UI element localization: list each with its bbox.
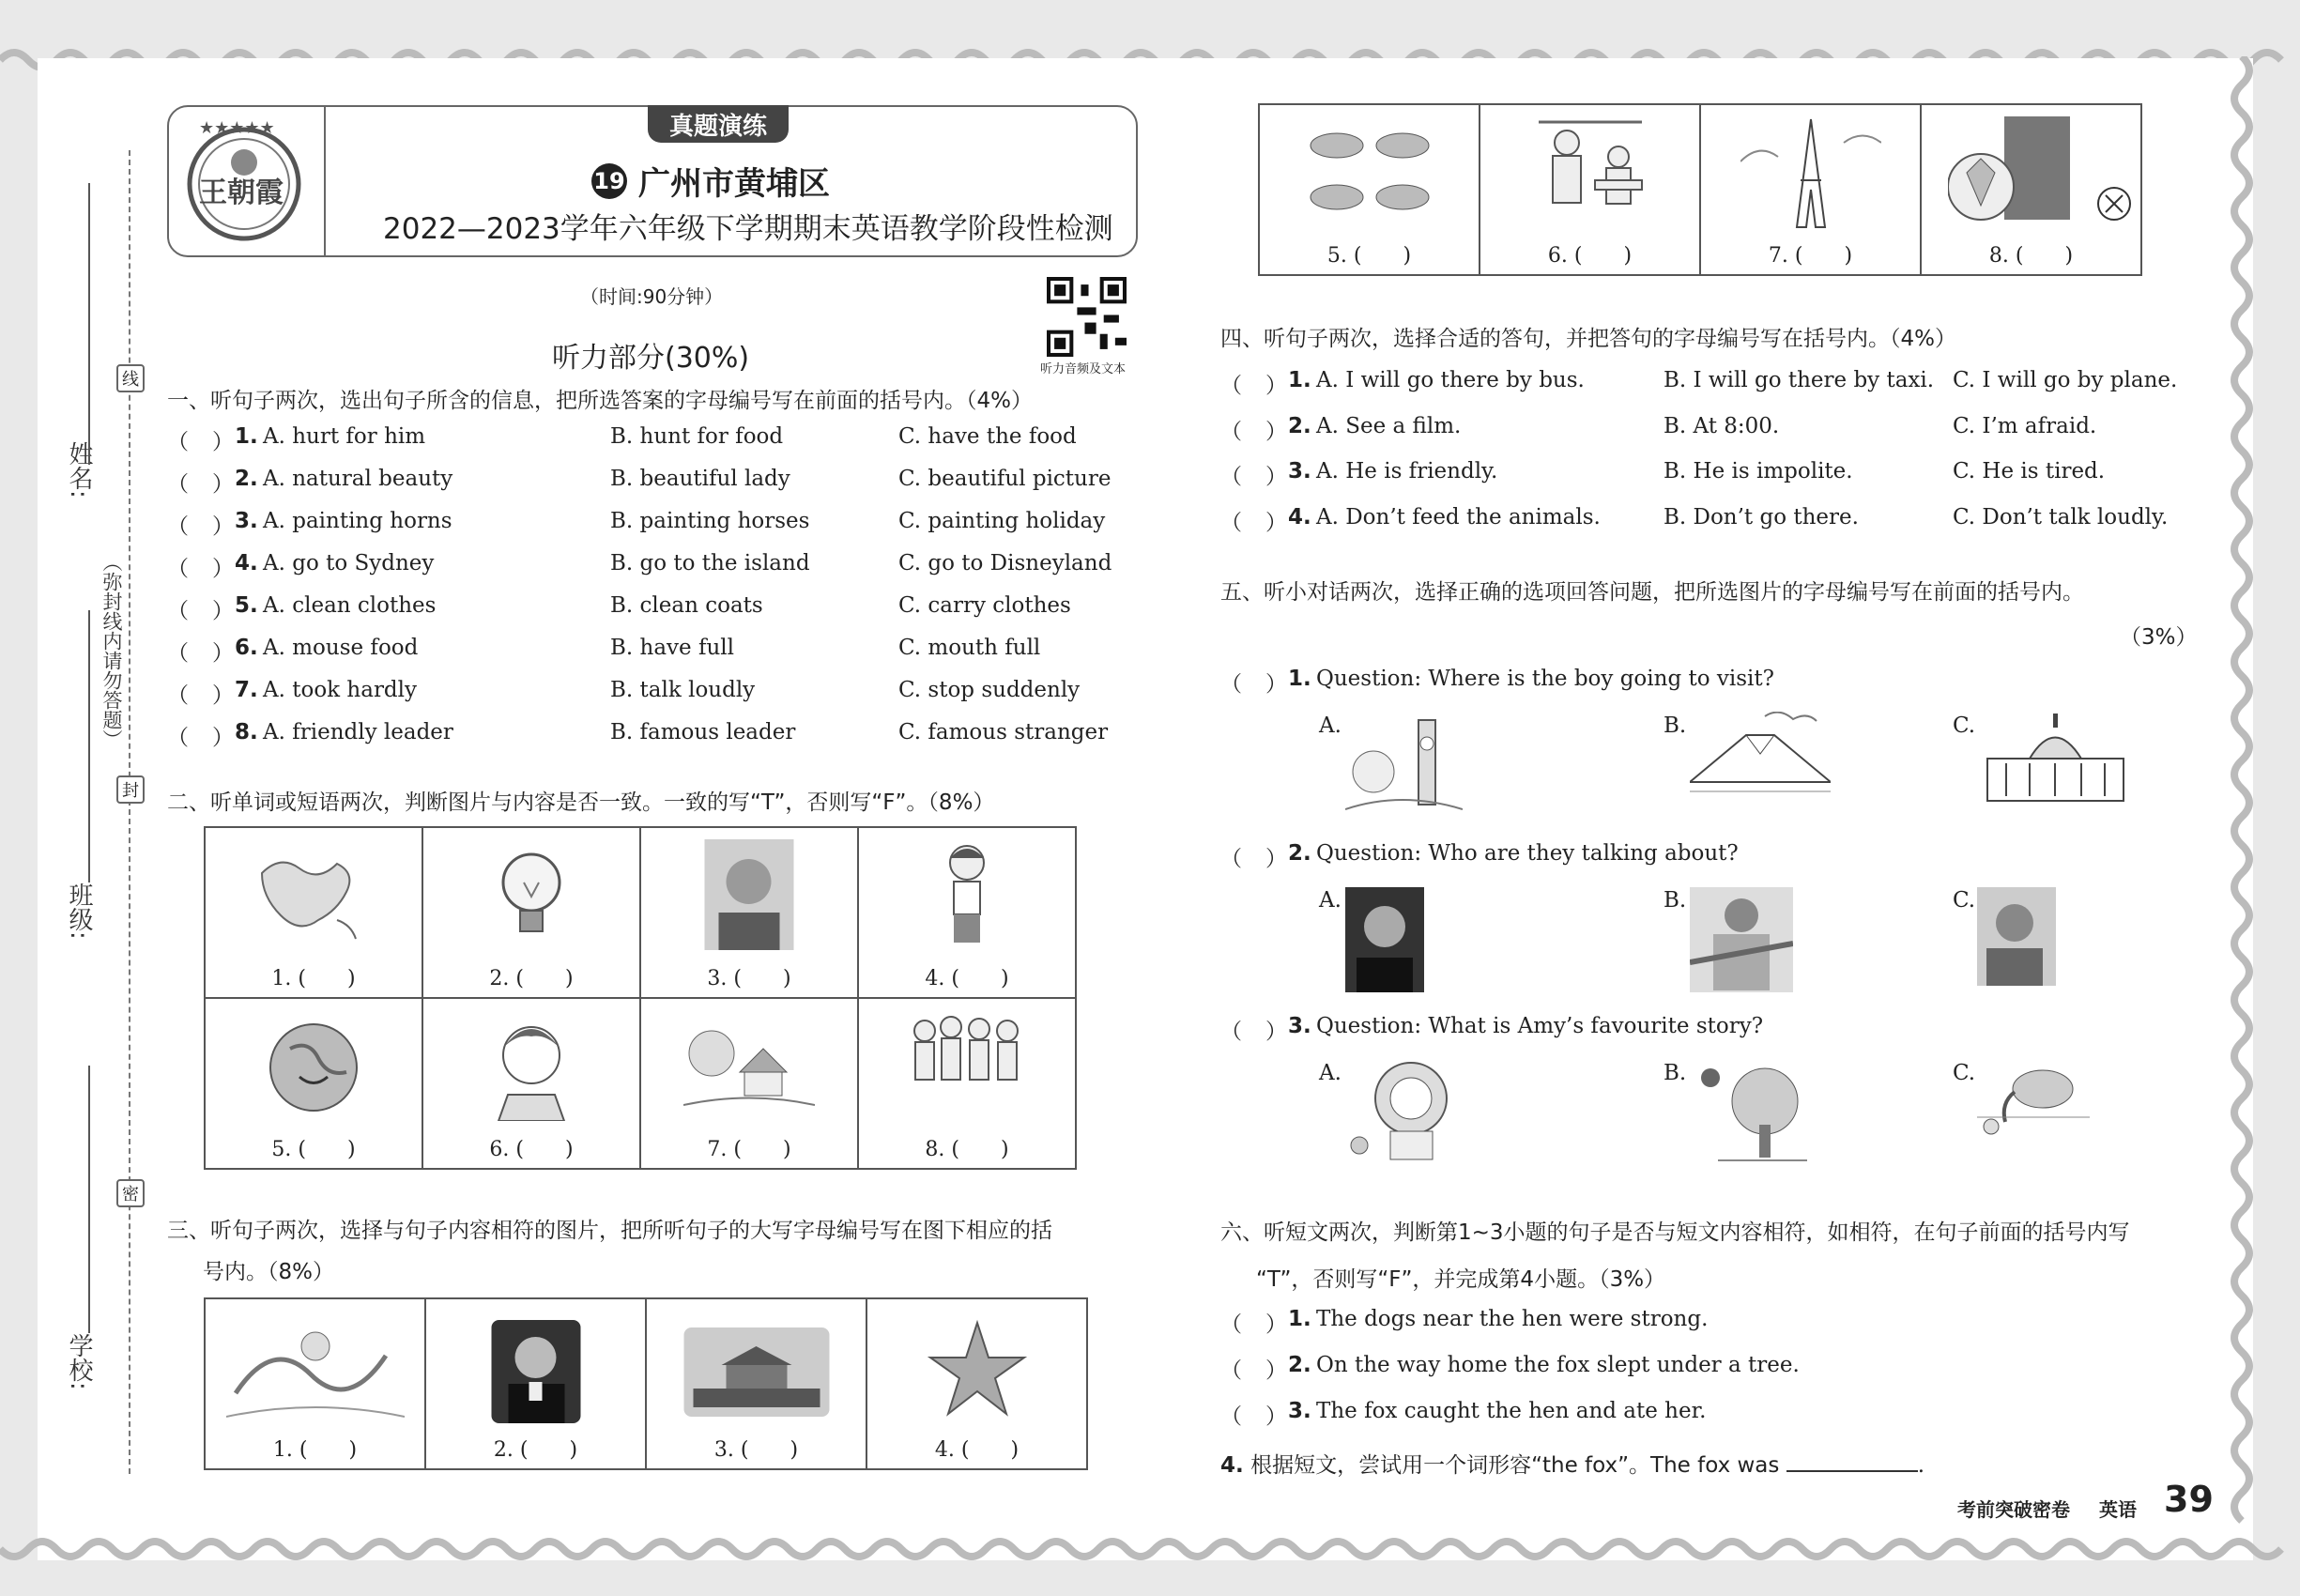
class-blank[interactable] [88, 610, 90, 882]
big-ben-icon [1345, 715, 1463, 819]
s1-heading: 一、听句子两次，选出句子所含的信息，把所选答案的字母编号写在前面的括号内。（4%） [167, 389, 1033, 413]
option-a: A. took hardly [263, 678, 418, 702]
answer-paren-close: ） [212, 514, 234, 539]
option-c: C. go to Disneyland [898, 551, 1112, 575]
option-a: A. Don’t feed the animals. [1316, 504, 1601, 529]
answer-paren-close: ） [212, 726, 234, 750]
item-number: 1. [235, 424, 258, 449]
item-number: 4. [235, 551, 258, 575]
answer-paren-open[interactable]: （ [167, 599, 189, 623]
class-label: 班级: [65, 882, 93, 940]
option-c: C. painting holiday [898, 509, 1106, 533]
answer-paren-close: ） [1265, 465, 1287, 489]
option-a: A. mouse food [263, 636, 419, 660]
earth-icon [262, 1016, 365, 1119]
village-icon [683, 1016, 815, 1114]
option-c: C. carry clothes [898, 593, 1071, 618]
answer-paren-close: ） [212, 683, 234, 708]
listening-title: 听力部分(30%) [552, 342, 750, 375]
s3-cell-1 [205, 1298, 425, 1469]
s3-caption-2[interactable]: 2. ( ) [493, 1438, 578, 1462]
s6-q4-end: . [1917, 1453, 1925, 1478]
option-c: C. mouth full [898, 636, 1041, 660]
option-a: A. go to Sydney [263, 551, 435, 575]
s6-heading-line2: “T”，否则写“F”，并完成第4小题。（3%） [1256, 1267, 1666, 1292]
s3-cell-6 [1480, 104, 1700, 275]
option-b: B. clean coats [610, 593, 763, 618]
bus-people-icon [1529, 115, 1651, 232]
gate-building-icon [683, 1327, 829, 1417]
title-divider [324, 105, 326, 255]
s2-caption-7[interactable]: 7. ( ) [707, 1138, 791, 1161]
answer-paren-close: ） [1265, 1404, 1287, 1429]
s2-cell-1 [205, 827, 422, 998]
answer-paren-open[interactable]: （ [1220, 1358, 1242, 1383]
s3-cell-8 [1921, 104, 2141, 275]
answer-paren-close: ） [1265, 510, 1287, 535]
man-portrait [491, 1320, 580, 1423]
question-text: Question: Where is the boy going to visit? [1316, 667, 1774, 691]
s3-cell-2 [425, 1298, 646, 1469]
s3-cell-4 [866, 1298, 1087, 1469]
qr-caption: 听力音频及文本 [1040, 362, 1127, 376]
s2-cell-4 [858, 827, 1076, 998]
s3-caption-7[interactable]: 7. ( ) [1768, 244, 1853, 268]
school-blank[interactable] [88, 1066, 90, 1333]
s3-picture-table-2 [1258, 103, 2142, 276]
time-limit: （时间:90分钟） [580, 285, 724, 308]
option-a: A. clean clothes [263, 593, 437, 618]
statement-text: The fox caught the hen and ate her. [1316, 1399, 1707, 1423]
school-label: 学校: [65, 1333, 93, 1390]
seal-mark-seal: 封 [116, 775, 145, 804]
answer-paren-open[interactable]: （ [167, 472, 189, 497]
answer-paren-open[interactable]: （ [1220, 419, 1242, 444]
option-a: A. See a film. [1316, 413, 1462, 438]
option-b: B. have full [610, 636, 735, 660]
s3-cell-3 [646, 1298, 866, 1469]
fox-fur-icon [1948, 116, 2070, 229]
s3-heading-line2: 号内。（8%） [203, 1260, 334, 1284]
s2-caption-6[interactable]: 6. ( ) [489, 1138, 574, 1161]
s2-cell-2 [422, 827, 640, 998]
s2-heading: 二、听单词或短语两次，判断图片与内容是否一致。一致的写“T”，否则写“F”。（8%） [167, 790, 995, 815]
answer-paren-open[interactable]: （ [1220, 1312, 1242, 1337]
option-letter[interactable]: C. [1953, 1061, 1976, 1085]
seal-mark-line: 线 [116, 364, 145, 392]
option-c: C. beautiful picture [898, 467, 1112, 491]
item-number: 3. [1288, 1014, 1311, 1038]
s3-caption-6[interactable]: 6. ( ) [1547, 244, 1633, 268]
wavy-border-bottom [0, 1532, 2300, 1570]
option-a: A. hurt for him [263, 424, 426, 449]
option-a: A. natural beauty [263, 467, 453, 491]
seal-mark-close: 密 [116, 1179, 145, 1207]
item-number: 4. [1288, 504, 1311, 529]
option-b: B. beautiful lady [610, 467, 790, 491]
item-number: 2. [1288, 1353, 1311, 1377]
option-b: B. He is impolite. [1664, 459, 1853, 483]
s2-cell-5 [205, 998, 422, 1169]
s2-cell-7 [640, 998, 858, 1169]
answer-paren-close: ） [212, 430, 234, 454]
s2-cell-6 [422, 998, 640, 1169]
option-a: A. friendly leader [263, 720, 453, 744]
option-letter[interactable]: A. [1319, 888, 1342, 913]
answer-paren-open[interactable]: （ [1220, 510, 1242, 535]
item-number: 8. [235, 720, 258, 744]
s2-picture-table [204, 826, 1077, 1170]
qr-code-icon[interactable] [1047, 277, 1127, 357]
s2-caption-8[interactable]: 8. ( ) [925, 1138, 1009, 1161]
footer-subject: 英语 [2099, 1498, 2137, 1521]
old-woman-portrait [705, 839, 794, 950]
answer-paren-open[interactable]: （ [167, 641, 189, 666]
s3-caption-5[interactable]: 5. ( ) [1326, 244, 1412, 268]
option-letter[interactable]: A. [1319, 1061, 1342, 1085]
answer-paren-close: ） [1265, 419, 1287, 444]
option-letter[interactable]: B. [1664, 714, 1687, 738]
s4-heading: 四、听句子两次，选择合适的答句，并把答句的字母编号写在括号内。（4%） [1220, 327, 1956, 351]
answer-paren-open[interactable]: （ [167, 683, 189, 708]
district-title [591, 158, 830, 204]
s6-q4-number: 4. [1220, 1453, 1244, 1478]
answer-paren-open[interactable]: （ [167, 514, 189, 539]
mount-fuji-icon [1690, 712, 1831, 806]
option-a: A. I will go there by bus. [1316, 368, 1585, 392]
item-number: 1. [1288, 368, 1311, 392]
option-b: B. go to the island [610, 551, 810, 575]
s2-cell-8 [858, 998, 1076, 1169]
lion-mouse-icon [1345, 1056, 1463, 1164]
farmer-photo-b [1690, 887, 1793, 992]
answer-paren-open[interactable]: （ [1220, 1020, 1242, 1044]
question-text: Question: Who are they talking about? [1316, 841, 1739, 866]
s2-caption-5[interactable]: 5. ( ) [271, 1138, 356, 1161]
district-name: 广州市黄埔区 [638, 165, 830, 203]
answer-paren-open[interactable]: （ [1220, 1404, 1242, 1429]
s6-q4-text: 根据短文，尝试用一个词形容“the fox”。The fox was [1250, 1453, 1780, 1478]
s2-caption-3[interactable]: 3. ( ) [707, 967, 791, 990]
exam-title: 2022—2023学年六年级下学期期末英语教学阶段性检测 [383, 212, 1113, 246]
option-b: B. talk loudly [610, 678, 756, 702]
s3-cell-7 [1700, 104, 1921, 275]
option-c: C. famous stranger [898, 720, 1109, 744]
option-letter[interactable]: A. [1319, 714, 1342, 738]
item-number: 2. [1288, 413, 1311, 438]
option-letter[interactable]: B. [1664, 888, 1687, 913]
option-c: C. I’m afraid. [1953, 413, 2097, 438]
option-letter[interactable]: C. [1953, 714, 1976, 738]
s3-caption-1[interactable]: 1. ( ) [272, 1438, 358, 1462]
item-number: 1. [1288, 1307, 1311, 1331]
statement-text: The dogs near the hen were strong. [1316, 1307, 1709, 1331]
question-text: Question: What is Amy’s favourite story? [1316, 1014, 1764, 1038]
answer-paren-close: ） [1265, 847, 1287, 871]
option-c: C. have the food [898, 424, 1077, 449]
option-c: C. Don’t talk loudly. [1953, 504, 2169, 529]
answer-paren-open[interactable]: （ [1220, 672, 1242, 697]
s3-picture-table-1 [204, 1297, 1088, 1470]
s6-q4 [1220, 1448, 1924, 1479]
s5-percent: （3%） [2120, 625, 2198, 650]
s3-caption-8[interactable]: 8. ( ) [1988, 244, 2074, 268]
map-icon [253, 845, 375, 948]
answer-paren-close: ） [1265, 374, 1287, 398]
answer-paren-open[interactable]: （ [1220, 374, 1242, 398]
option-letter[interactable]: C. [1953, 888, 1976, 913]
eiffel-tower-icon [1740, 115, 1881, 232]
seal-line [129, 150, 130, 1474]
s3-caption-4[interactable]: 4. ( ) [934, 1438, 1020, 1462]
practice-tag: 真题演练 [648, 105, 789, 143]
lightbulb-icon [494, 845, 569, 948]
option-c: C. I will go by plane. [1953, 368, 2178, 392]
item-number: 3. [1288, 1399, 1311, 1423]
cross-mark-icon [2095, 185, 2133, 223]
option-c: C. He is tired. [1953, 459, 2106, 483]
answer-paren-open[interactable]: （ [167, 726, 189, 750]
answer-paren-close: ） [1265, 1312, 1287, 1337]
answer-paren-close: ） [212, 557, 234, 581]
s2-caption-4[interactable]: 4. ( ) [925, 967, 1009, 990]
answer-paren-close: ） [1265, 1358, 1287, 1383]
answer-paren-close: ） [212, 599, 234, 623]
boy-icon [929, 839, 1004, 950]
s6-q4-answer-blank[interactable] [1786, 1451, 1918, 1472]
option-a: A. He is friendly. [1316, 459, 1498, 483]
s3-caption-3[interactable]: 3. ( ) [713, 1438, 799, 1462]
item-number: 7. [235, 678, 258, 702]
page-number: 39 [2164, 1479, 2214, 1520]
item-number: 2. [1288, 841, 1311, 866]
option-a: A. painting horns [263, 509, 452, 533]
footer-book: 考前突破密卷 [1957, 1498, 2070, 1521]
s2-caption-1[interactable]: 1. ( ) [271, 967, 356, 990]
option-b: B. famous leader [610, 720, 796, 744]
option-c: C. stop suddenly [898, 678, 1081, 702]
s3-heading-line1: 三、听句子两次，选择与句子内容相符的图片，把所听句子的大写字母编号写在图下相应的括 [167, 1219, 1052, 1243]
item-number: 5. [235, 593, 258, 618]
option-b: B. I will go there by taxi. [1664, 368, 1935, 392]
logo-wordmark: 王朝霞 [199, 176, 284, 209]
answer-paren-open[interactable]: （ [167, 430, 189, 454]
item-number: 3. [1288, 459, 1311, 483]
seal-note: （弥封线内请勿答题） [100, 552, 123, 749]
item-number: 2. [235, 467, 258, 491]
option-b: B. painting horses [610, 509, 810, 533]
option-b: B. At 8:00. [1664, 413, 1780, 438]
answer-paren-close: ） [212, 472, 234, 497]
answer-paren-close: ） [212, 641, 234, 666]
boy-face-icon [489, 1010, 574, 1121]
s3-cell-5 [1259, 104, 1480, 275]
option-b: B. Don’t go there. [1664, 504, 1859, 529]
wavy-border-right [2225, 56, 2262, 1540]
paper-number: 19 [591, 163, 627, 199]
answer-paren-open[interactable]: （ [1220, 847, 1242, 871]
name-label: 姓名: [65, 441, 93, 499]
elephant-icon [1977, 1056, 2090, 1141]
tree-sun-icon [1690, 1059, 1812, 1167]
s2-cell-3 [640, 827, 858, 998]
answer-paren-open[interactable]: （ [1220, 465, 1242, 489]
man-photo-a [1345, 887, 1424, 992]
item-number: 1. [1288, 667, 1311, 691]
option-b: B. hunt for food [610, 424, 784, 449]
name-blank[interactable] [88, 183, 90, 465]
option-letter[interactable]: B. [1664, 1061, 1687, 1085]
item-number: 6. [235, 636, 258, 660]
answer-paren-close: ） [1265, 1020, 1287, 1044]
s6-heading-line1: 六、听短文两次，判断第1~3小题的句子是否与短文内容相符，如相符，在句子前面的括号内写 [1220, 1220, 2130, 1245]
s5-heading: 五、听小对话两次，选择正确的选项回答问题，把所选图片的字母编号写在前面的括号内。 [1220, 580, 2084, 605]
answer-paren-open[interactable]: （ [167, 557, 189, 581]
item-number: 3. [235, 509, 258, 533]
children-group-icon [906, 1010, 1028, 1121]
whales-icon [1304, 122, 1435, 225]
svg-text:★★★★★: ★★★★★ [199, 118, 275, 138]
answer-paren-close: ） [1265, 672, 1287, 697]
statement-text: On the way home the fox slept under a tree. [1316, 1353, 1800, 1377]
s2-caption-2[interactable]: 2. ( ) [489, 967, 574, 990]
capitol-icon [1978, 712, 2133, 810]
starfish-icon [926, 1318, 1029, 1421]
man-photo-c [1977, 887, 2056, 986]
dragon-icon [226, 1318, 405, 1421]
